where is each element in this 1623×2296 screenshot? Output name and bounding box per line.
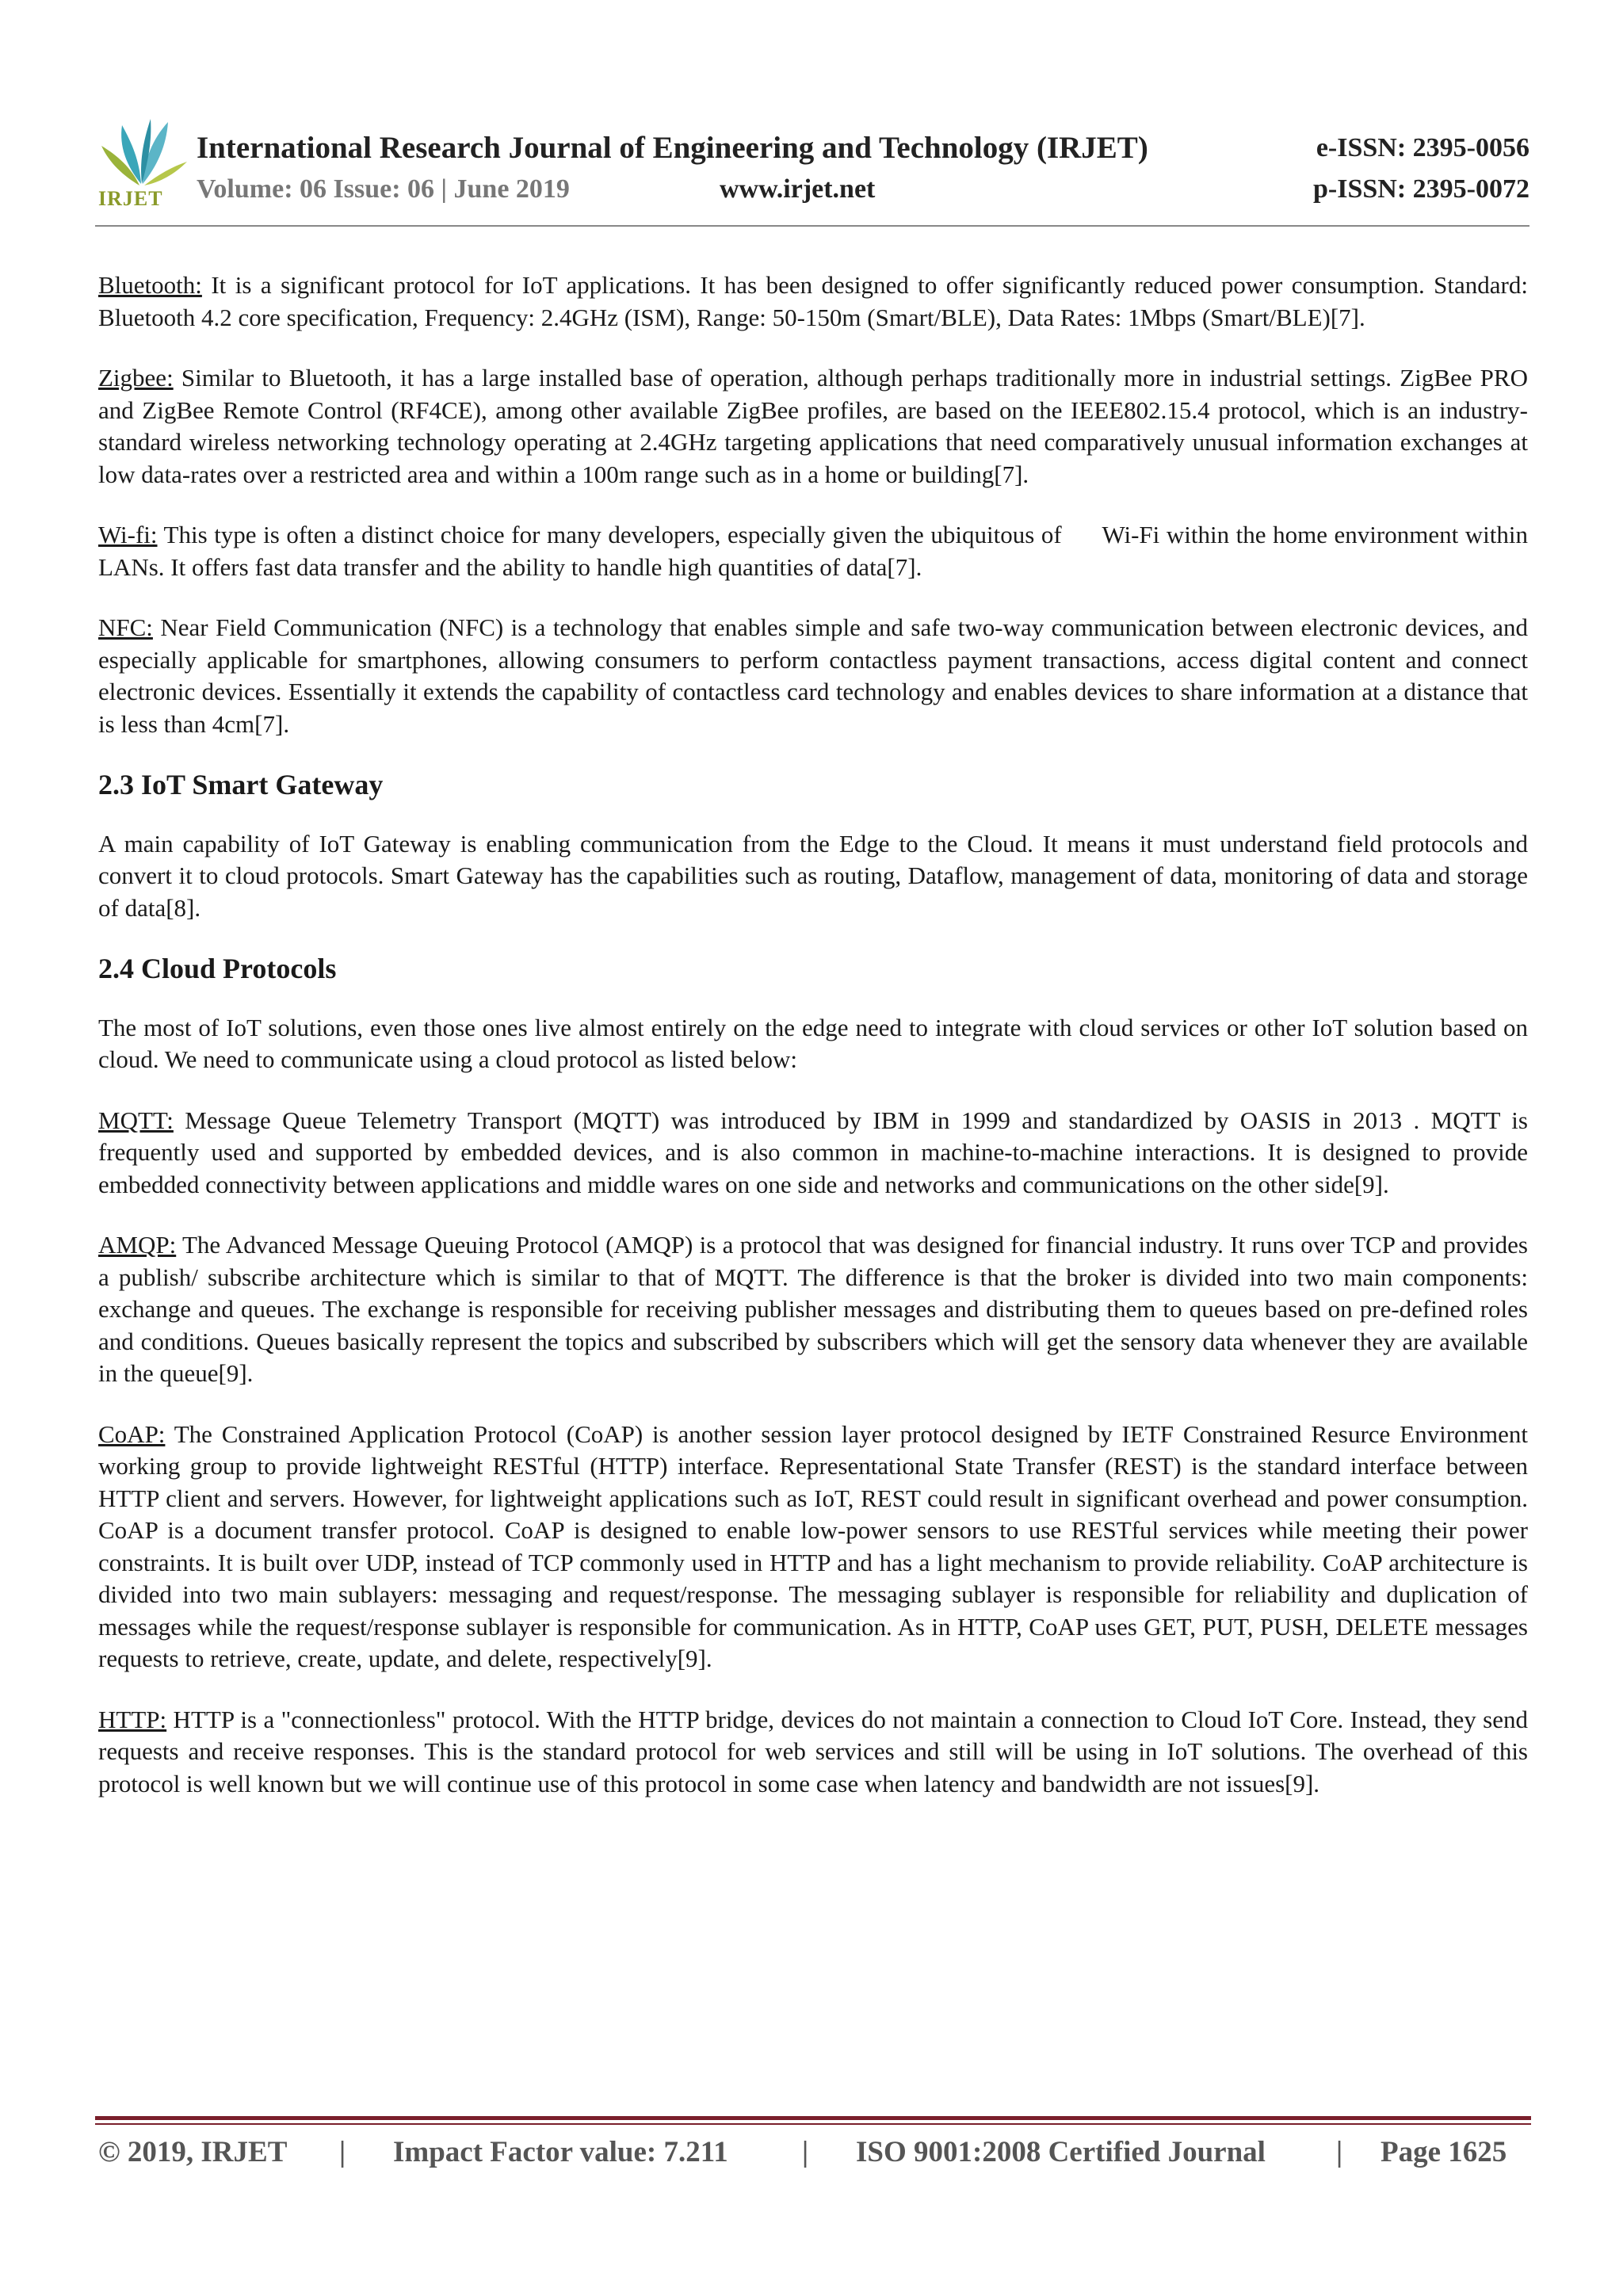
- article-body: [98, 269, 1534, 1828]
- footer-copyright: © 2019, IRJET: [98, 2136, 288, 2168]
- footer-divider-thin: [95, 2123, 1531, 2125]
- leaf-logo-icon: [95, 111, 190, 190]
- heading-cloud-protocols: 2.4 Cloud Protocols: [98, 953, 337, 984]
- journal-website: www.irjet.net: [720, 174, 876, 204]
- text-wifi: This type is often a distinct choice for many developers, especially given the ubiquitous of Wi-Fi within the home environment within LANs. It offers fast data transfer and the ability to handle high quantities of data[7].: [98, 521, 1534, 581]
- footer-divider-thick: [95, 2116, 1531, 2120]
- page-footer: [98, 2135, 1525, 2175]
- text-bluetooth: It is a significant protocol for IoT applications. It has been designed to offer significantly reduced power consumption. Standard: Bluetooth 4.2 core specification, Frequency: 2.4GHz (ISM), Range: 50-150m (Smart/BLE), Data Rates: 1Mbps (Smart/BLE)[7].: [98, 271, 1528, 331]
- header-divider: [95, 225, 1529, 227]
- page-header: [95, 111, 1529, 230]
- footer-separator: |: [339, 2136, 346, 2168]
- text-zigbee: Similar to Bluetooth, it has a large installed base of operation, although perhaps traditionally more in industrial settings. ZigBee PRO and ZigBee Remote Control (RF4CE), among other available ZigBee profiles, are based on the IEEE802.15.4 protocol, which is an industry-standard wireless networking technology operating at 2.4GHz targeting applications that need comparatively unusual information exchanges at low data-rates over a restricted area and within a 100m range such as in a home or building[7].: [98, 364, 1528, 488]
- journal-title: International Research Journal of Engineering and Technology (IRJET): [197, 131, 1148, 165]
- term-http: HTTP:: [98, 1705, 167, 1733]
- footer-impact-factor: Impact Factor value: 7.211: [393, 2136, 728, 2168]
- paragraph-coap: [98, 1419, 1528, 1675]
- term-mqtt: MQTT:: [98, 1106, 174, 1134]
- volume-issue: Volume: 06 Issue: 06 | June 2019: [197, 174, 570, 204]
- paragraph-bluetooth: [98, 269, 1528, 334]
- footer-separator: |: [802, 2136, 809, 2168]
- p-issn: p-ISSN: 2395-0072: [1313, 174, 1529, 204]
- term-bluetooth: Bluetooth:: [98, 271, 202, 299]
- term-zigbee: Zigbee:: [98, 364, 174, 392]
- irjet-logo: [95, 111, 190, 222]
- text-amqp: The Advanced Message Queuing Protocol (AMQP) is a protocol that was designed for financial industry. It runs over TCP and provides a publish/ subscribe architecture which is similar to that of MQTT. The difference is that the broker is divided into two main components: exchange and queues. The exchange is responsible for receiving publisher messages and distributing them to queues based on pre-defined roles and conditions. Queues basically represent the topics and subscribed by subscribers which will get the sensory data whenever they are available in the queue[9].: [98, 1231, 1528, 1387]
- paragraph-zigbee: [98, 362, 1528, 491]
- text-mqtt: Message Queue Telemetry Transport (MQTT) was introduced by IBM in 1999 and standardized by OASIS in 2013 . MQTT is frequently used and supported by embedded devices, and is also common in machine-to-machine interactions. It is designed to provide embedded connectivity between applications and middle wares on one side and networks and communications on the other side[9].: [98, 1106, 1528, 1198]
- text-coap: The Constrained Application Protocol (CoAP) is another session layer protocol designed by IETF Constrained Resurce Environment working group to provide lightweight RESTful (HTTP) interface. Representational State Transfer (REST) is the standard interface between HTTP client and servers. However, for lightweight applications such as IoT, REST could result in significant overhead and power consumption. CoAP is a document transfer protocol. CoAP is designed to enable low-power sensors to use RESTful services while meeting their power constraints. It is built over UDP, instead of TCP commonly used in HTTP and has a light mechanism to provide reliability. CoAP architecture is divided into two main sublayers: messaging and request/response. The messaging sublayer is responsible for reliability and duplication of messages while the request/response sublayer is responsible for communication. As in HTTP, CoAP uses GET, PUT, PUSH, DELETE messages requests to retrieve, create, update, and delete, respectively[9].: [98, 1419, 1528, 1672]
- footer-page-number: Page 1625: [1381, 2136, 1507, 2168]
- text-nfc: Near Field Communication (NFC) is a technology that enables simple and safe two-way communication between electronic devices, and especially applicable for smartphones, allowing consumers to perform contactless payment transactions, access digital content and connect electronic devices. Essentially it extends the capability of contactless card technology and enables devices to share information at a distance that is less than 4cm[7].: [98, 613, 1528, 738]
- term-wifi: Wi-fi:: [98, 521, 158, 548]
- heading-iot-smart-gateway: 2.3 IoT Smart Gateway: [98, 769, 384, 800]
- paragraph-wifi: [98, 519, 1534, 583]
- logo-text: IRJET: [98, 187, 163, 210]
- paragraph-mqtt: [98, 1105, 1528, 1201]
- paragraph-http: [98, 1704, 1528, 1801]
- e-issn: e-ISSN: 2395-0056: [1316, 133, 1529, 162]
- paragraph-cloud-intro: The most of IoT solutions, even those ones live almost entirely on the edge need to integrate with cloud services or other IoT solution based on cloud. We need to communicate using a cloud protocol as listed below:: [98, 1013, 1528, 1073]
- footer-separator: |: [1336, 2136, 1343, 2168]
- text-http: HTTP is a "connectionless" protocol. With the HTTP bridge, devices do not maintain a connection to Cloud IoT Core. Instead, they send requests and receive responses. This is the standard protocol for web services and still will be using in IoT solutions. The overhead of this protocol is well known but we will continue use of this protocol in some case when latency and bandwidth are not issues[9].: [98, 1705, 1528, 1797]
- paragraph-gateway: A main capability of IoT Gateway is enabling communication from the Edge to the Cloud. It means it must understand field protocols and convert it to cloud protocols. Smart Gateway has the capabilities such as routing, Dataflow, management of data, monitoring of data and storage of data[8].: [98, 829, 1528, 922]
- paragraph-amqp: [98, 1229, 1528, 1390]
- term-amqp: AMQP:: [98, 1231, 177, 1259]
- footer-iso: ISO 9001:2008 Certified Journal: [856, 2136, 1266, 2168]
- term-nfc: NFC:: [98, 613, 153, 641]
- term-coap: CoAP:: [98, 1419, 166, 1448]
- paragraph-nfc: [98, 612, 1528, 740]
